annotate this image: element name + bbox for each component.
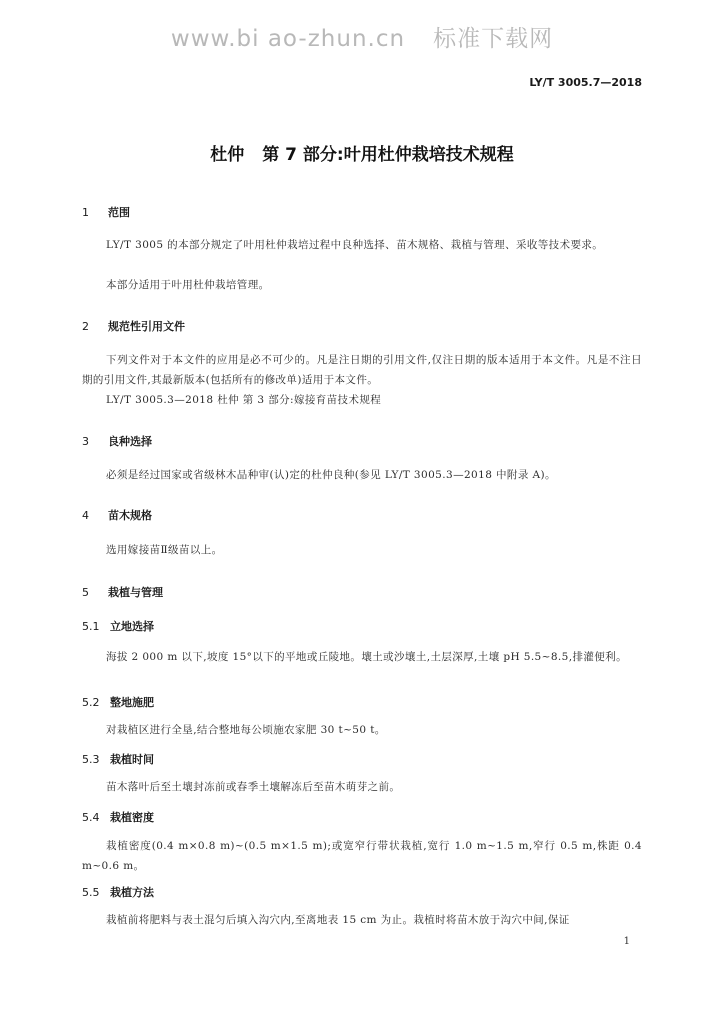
subsection-title: 栽植密度 (110, 811, 154, 824)
section-number: 5 (82, 586, 89, 599)
section-5-5-heading (82, 884, 154, 900)
title-part-2: 第 7 部分:叶用杜仲栽培技术规程 (262, 145, 514, 165)
section-number: 2 (82, 320, 89, 333)
section-5-1-paragraph: 海拔 2 000 m 以下,坡度 15°以下的平地或丘陵地。壤土或沙壤土,土层深厚,土壤 pH 5.5~8.5,排灌便利。 (106, 651, 627, 663)
section-1-paragraph-1: LY/T 3005 的本部分规定了叶用杜仲栽培过程中良种选择、苗木规格、栽植与管理、采收等技术要求。 (106, 239, 604, 251)
section-1-heading (82, 204, 130, 220)
page-number: 1 (623, 936, 630, 947)
watermark (0, 20, 724, 53)
section-number: 3 (82, 435, 89, 448)
section-5-2-paragraph: 对栽植区进行全垦,结合整地每公顷施农家肥 30 t~50 t。 (106, 724, 386, 736)
section-5-3-paragraph: 苗木落叶后至土壤封冻前或春季土壤解冻后至苗木萌芽之前。 (106, 781, 401, 793)
watermark-url: www.bi ao-zhun.cn (170, 26, 406, 52)
section-5-heading (82, 584, 163, 600)
section-title: 栽植与管理 (108, 586, 163, 599)
section-number: 1 (82, 206, 89, 219)
subsection-number: 5.2 (82, 696, 100, 709)
section-5-4-paragraph: 栽植密度(0.4 m×0.8 m)~(0.5 m×1.5 m);或宽窄行带状栽植,宽行 1.0 m~1.5 m,窄行 0.5 m,株距 0.4 m~0.6 m。 (82, 840, 642, 872)
section-2-paragraph-1: 下列文件对于本文件的应用是必不可少的。凡是注日期的引用文件,仅注日期的版本适用于本文件。凡是不注日期的引用文件,其最新版本(包括所有的修改单)适用于本文件。 (82, 354, 642, 386)
subsection-title: 整地施肥 (110, 696, 154, 709)
section-4-paragraph-1: 选用嫁接苗Ⅱ级苗以上。 (106, 544, 223, 556)
section-3-heading (82, 433, 152, 449)
section-5-4-heading (82, 809, 154, 825)
section-3-paragraph-1: 必须是经过国家或省级林木品种审(认)定的杜仲良种(参见 LY/T 3005.3—2018 中附录 A)。 (106, 469, 556, 481)
section-number: 4 (82, 509, 89, 522)
title-part-1: 杜仲 (210, 145, 245, 165)
subsection-title: 立地选择 (110, 620, 154, 633)
section-5-2-heading (82, 694, 154, 710)
standard-code: LY/T 3005.7—2018 (529, 76, 642, 89)
watermark-site: 标准下载网 (433, 26, 554, 52)
subsection-number: 5.1 (82, 620, 100, 633)
subsection-number: 5.3 (82, 753, 100, 766)
subsection-title: 栽植方法 (110, 886, 154, 899)
section-2-paragraph-2: LY/T 3005.3—2018 杜仲 第 3 部分:嫁接育苗技术规程 (106, 394, 382, 406)
document-title (0, 140, 724, 165)
section-4-heading (82, 507, 152, 523)
section-title: 良种选择 (108, 435, 152, 448)
section-1-paragraph-2: 本部分适用于叶用杜仲栽培管理。 (106, 279, 270, 291)
section-title: 规范性引用文件 (108, 320, 185, 333)
section-5-5-paragraph: 栽植前将肥料与表土混匀后填入沟穴内,至离地表 15 cm 为止。栽植时将苗木放于沟穴中间,保证 (106, 914, 570, 926)
subsection-title: 栽植时间 (110, 753, 154, 766)
section-5-3-heading (82, 751, 154, 767)
section-2-heading (82, 318, 185, 334)
subsection-number: 5.5 (82, 886, 100, 899)
section-5-1-heading (82, 618, 154, 634)
section-title: 苗木规格 (108, 509, 152, 522)
subsection-number: 5.4 (82, 811, 100, 824)
section-title: 范围 (108, 206, 130, 219)
